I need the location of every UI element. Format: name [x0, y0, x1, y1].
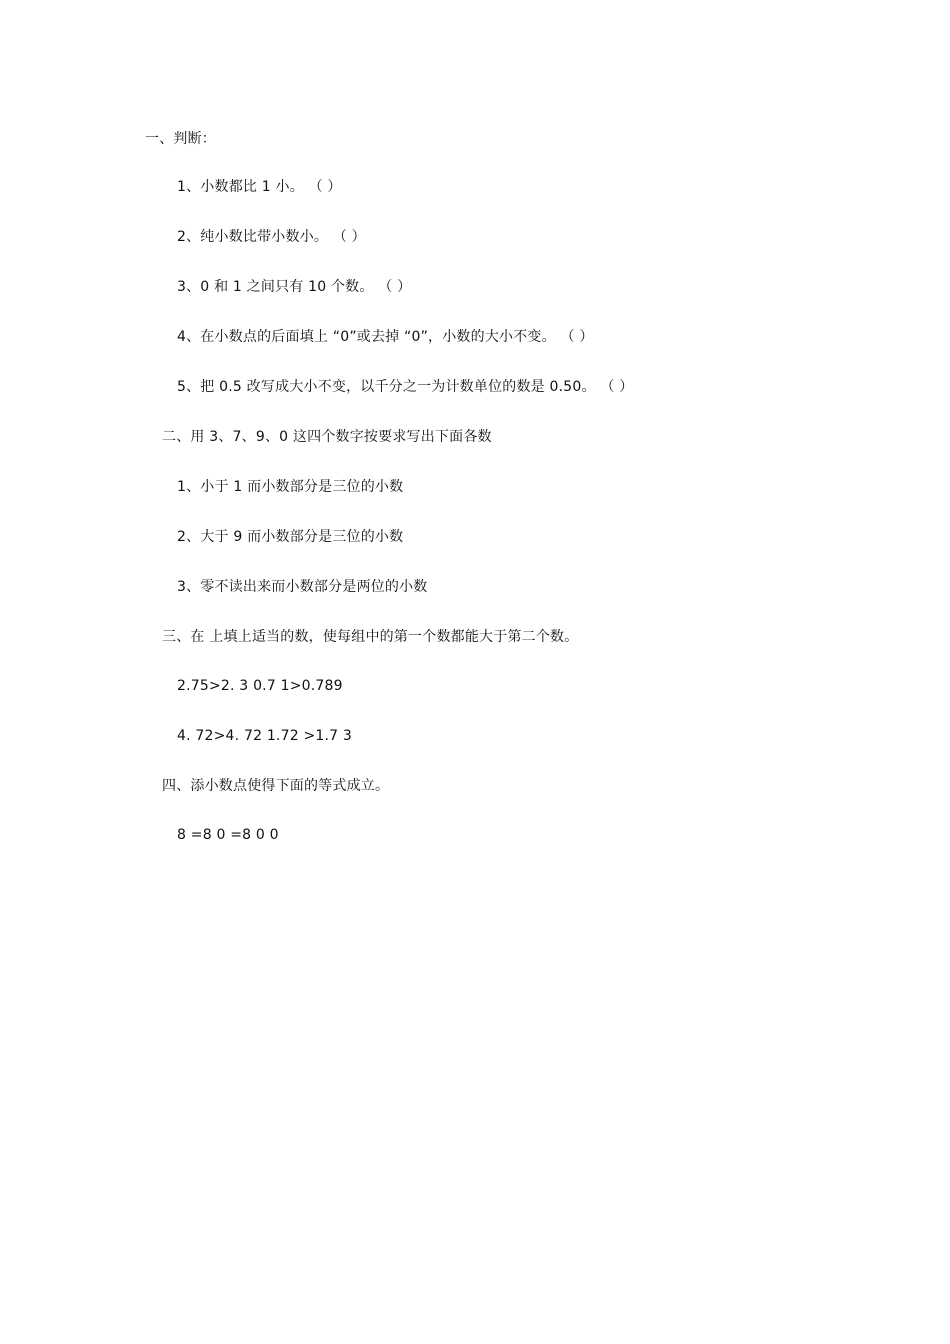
section-1-item-1: 1、小数都比 1 小。 （ ） [177, 179, 342, 195]
section-1-item-5: 5、把 0.5 改写成大小不变，以千分之一为计数单位的数是 0.50。 （ ） [177, 379, 634, 395]
section-4-item-1: 8 =8 0 =8 0 0 [177, 827, 279, 843]
section-3-item-1: 2.75>2. 3 0.7 1>0.789 [177, 678, 343, 694]
section-4-heading: 四、添小数点使得下面的等式成立。 [162, 778, 390, 794]
section-2-item-2: 2、大于 9 而小数部分是三位的小数 [177, 529, 404, 545]
section-2-heading: 二、用 3、7、9、0 这四个数字按要求写出下面各数 [162, 429, 492, 445]
section-1-item-4: 4、在小数点的后面填上 “0”或去掉 “0”，小数的大小不变。 （ ） [177, 329, 594, 345]
section-1-heading: 一、判断： [145, 131, 216, 147]
section-3-heading: 三、在 上填上适当的数，使每组中的第一个数都能大于第二个数。 [162, 629, 579, 645]
section-2-item-1: 1、小于 1 而小数部分是三位的小数 [177, 479, 404, 495]
section-2-item-3: 3、零不读出来而小数部分是两位的小数 [177, 579, 428, 595]
section-1-item-2: 2、纯小数比带小数小。 （ ） [177, 229, 366, 245]
section-3-item-2: 4. 72>4. 72 1.72 >1.7 3 [177, 728, 352, 744]
section-1-item-3: 3、0 和 1 之间只有 10 个数。 （ ） [177, 279, 412, 295]
